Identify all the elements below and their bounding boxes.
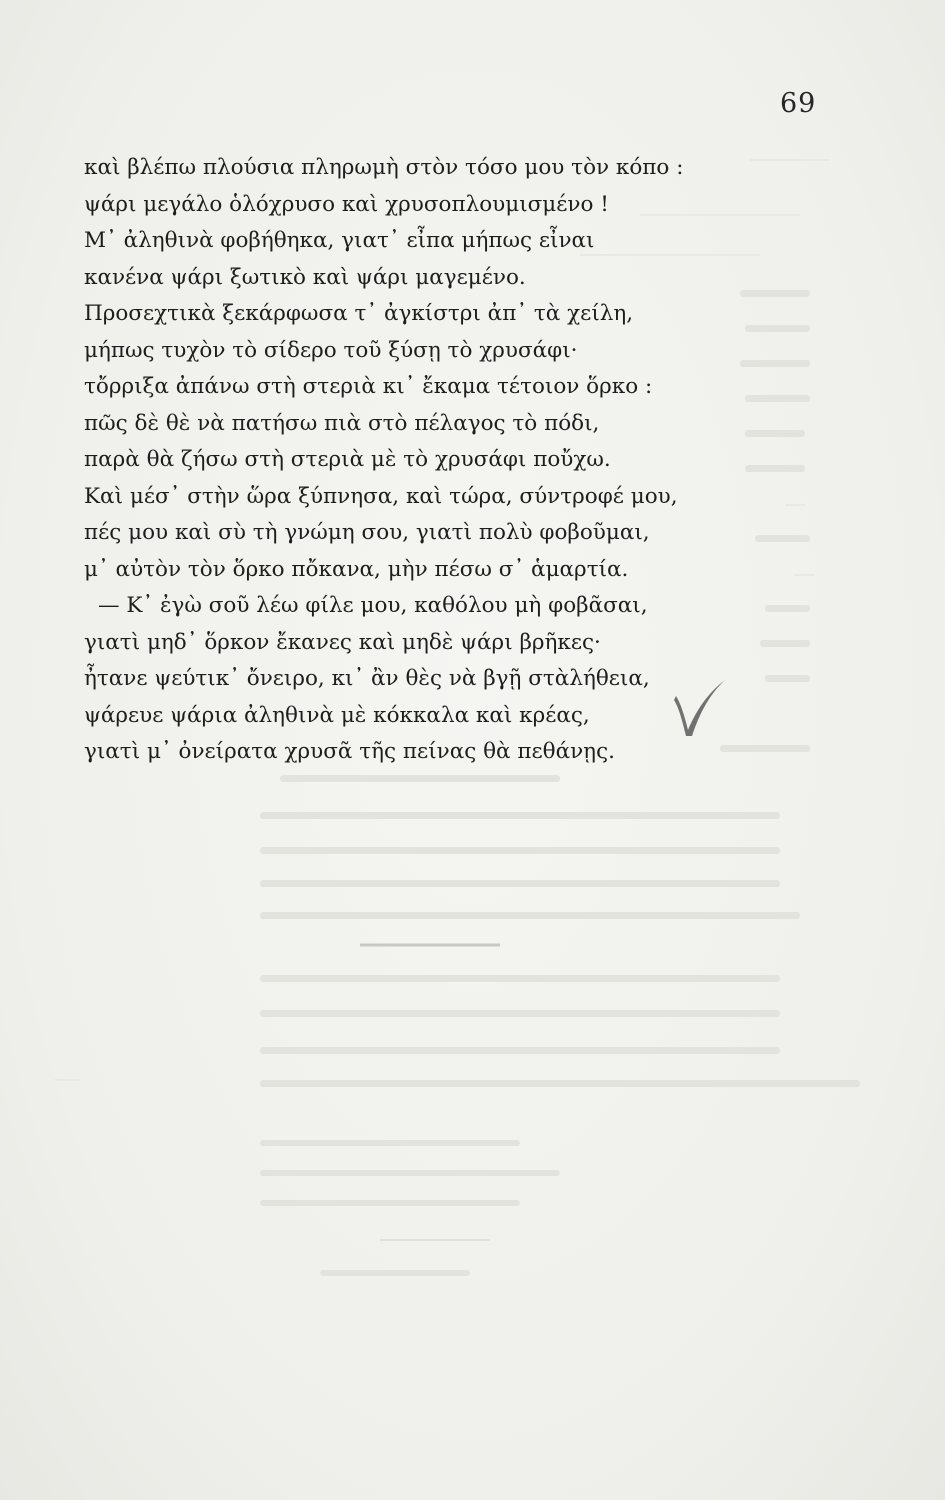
- poem-line-3: Μ᾽ ἀληθινὰ φοβήθηκα, γιατ᾽ εἶπα μήπως εἶναι: [84, 228, 595, 253]
- poem-line-9: παρὰ θὰ ζήσω στὴ στεριὰ μὲ τὸ χρυσάφι ποὔχω.: [84, 447, 611, 472]
- poem-line-4: κανένα ψάρι ξωτικὸ καὶ ψάρι μαγεμένο.: [84, 264, 526, 290]
- poem-line-1: καὶ βλέπω πλούσια πληρωμὴ στὸν τόσο μου τὸν κόπο :: [84, 155, 684, 180]
- handwritten-check-mark-icon: [670, 672, 730, 742]
- poem-line-8: πῶς δὲ θὲ νὰ πατήσω πιὰ στὸ πέλαγος τὸ πόδι,: [84, 410, 600, 436]
- poem-line-11: πές μου καὶ σὺ τὴ γνώμη σου, γιατὶ πολὺ φοβοῦμαι,: [84, 520, 650, 545]
- page-number: 69: [780, 88, 817, 119]
- poem-line-15: ἦτανε ψεύτικ᾽ ὄνειρο, κι᾽ ἂν θὲς νὰ βγῇ στὰλήθεια,: [84, 666, 650, 691]
- poem-line-16: ψάρευε ψάρια ἀληθινὰ μὲ κόκκαλα καὶ κρέας,: [84, 702, 590, 728]
- poem-line-2: ψάρι μεγάλο ὁλόχρυσο καὶ χρυσοπλουμισμένο !: [84, 191, 609, 217]
- poem-line-5: Προσεχτικὰ ξεκάρφωσα τ᾽ ἀγκίστρι ἀπ᾽ τὰ χείλη,: [84, 301, 634, 326]
- poem-line-7: τὄρριξα ἀπάνω στὴ στεριὰ κι᾽ ἔκαμα τέτοιον ὅρκο :: [84, 374, 653, 399]
- poem-line-17: γιατὶ μ᾽ ὀνείρατα χρυσᾶ τῆς πείνας θὰ πεθάνῃς.: [84, 739, 615, 764]
- poem-line-13: — Κ᾽ ἐγὼ σοῦ λέω φίλε μου, καθόλου μὴ φοβᾶσαι,: [98, 593, 648, 618]
- poem-line-14: γιατὶ μηδ᾽ ὅρκον ἔκανες καὶ μηδὲ ψάρι βρῆκες·: [84, 629, 601, 655]
- poem-line-6: μήπως τυχὸν τὸ σίδερο τοῦ ξύσῃ τὸ χρυσάφι·: [84, 337, 578, 363]
- poem-line-10: Καὶ μέσ᾽ στὴν ὥρα ξύπνησα, καὶ τώρα, σύντροφέ μου,: [84, 483, 678, 509]
- poem-line-12: μ᾽ αὐτὸν τὸν ὅρκο πὄκανα, μὴν πέσω σ᾽ ἁμαρτία.: [84, 556, 629, 582]
